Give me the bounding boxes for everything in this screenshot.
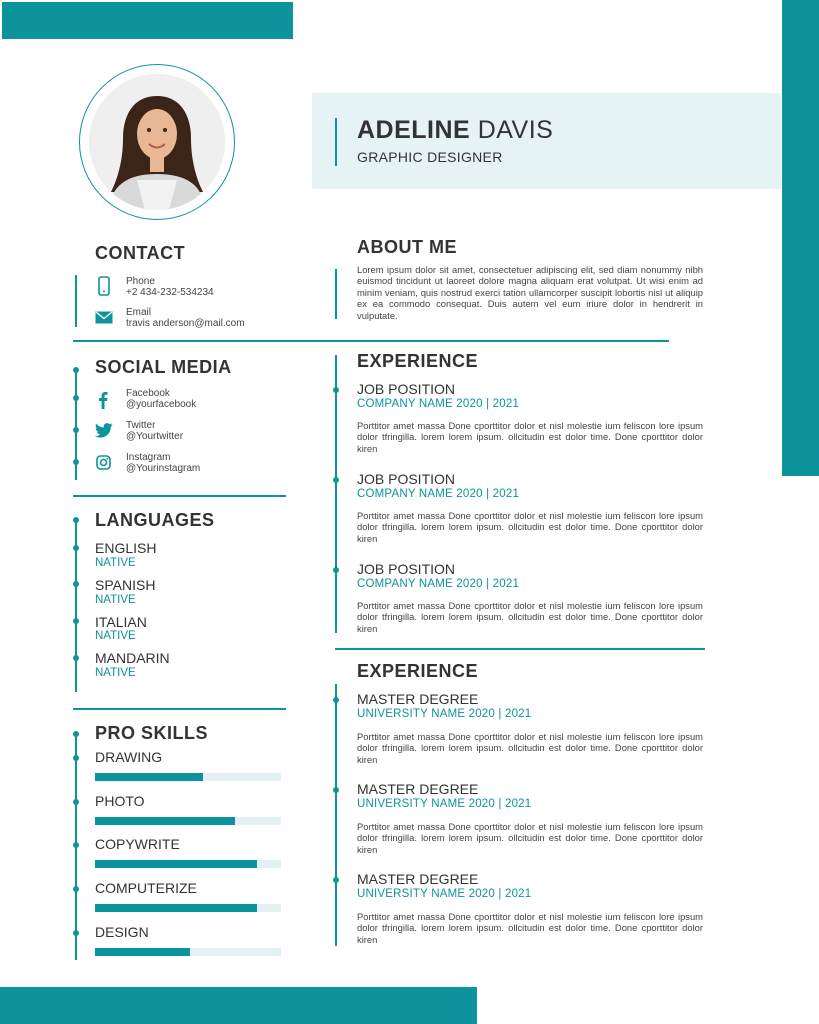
- social-value[interactable]: @yourfacebook: [126, 399, 197, 410]
- degree-title: MASTER DEGREE: [357, 871, 479, 887]
- degree-description: Porttitor amet massa Done cporttitor dolor et nisl molestie ium feliscon lore ipsum dolor tfringilla. lorem lorem ipsum. ollcitudin est dolor time. Done cporttitor dolor kiren: [357, 821, 703, 855]
- email-value[interactable]: travis anderson@mail.com: [126, 318, 245, 329]
- company-name: COMPANY NAME 2020 | 2021: [357, 398, 520, 410]
- social-label: Twitter: [126, 420, 156, 431]
- skill-bar: [95, 860, 281, 868]
- contact-timeline: [75, 275, 77, 327]
- skill-bar-fill: [95, 948, 190, 956]
- education-heading: EXPERIENCE: [357, 661, 479, 681]
- skill-name: COMPUTERIZE: [95, 880, 197, 896]
- job-description: Porttitor amet massa Done cporttitor dolor et nisl molestie ium feliscon lore ipsum dolor tfringilla. lorem lorem ipsum. ollcitudin est dolor time. Done cporttitor dolor kiren: [357, 420, 703, 454]
- timeline-dot: [333, 387, 339, 393]
- twitter-icon[interactable]: [95, 423, 113, 443]
- bottom-accent-bar: [0, 987, 477, 1024]
- degree-title: MASTER DEGREE: [357, 781, 479, 797]
- university-name: UNIVERSITY NAME 2020 | 2021: [357, 798, 532, 810]
- university-name: UNIVERSITY NAME 2020 | 2021: [357, 708, 532, 720]
- job-position: JOB POSITION: [357, 381, 456, 397]
- degree-description: Porttitor amet massa Done cporttitor dolor et nisl molestie ium feliscon lore ipsum dolor tfringilla. lorem lorem ipsum. ollcitudin est dolor time. Done cporttitor dolor kiren: [357, 731, 703, 765]
- social-value[interactable]: @Yourinstagram: [126, 463, 201, 474]
- skill-bar-fill: [95, 817, 235, 825]
- experience-timeline: [335, 355, 337, 633]
- job-description: Porttitor amet massa Done cporttitor dolor et nisl molestie ium feliscon lore ipsum dolor tfringilla. lorem lorem ipsum. ollcitudin est dolor time. Done cporttitor dolor kiren: [357, 510, 703, 544]
- language-name: ENGLISH: [95, 540, 157, 556]
- name-accent-line: [335, 118, 337, 166]
- instagram-icon[interactable]: [96, 455, 111, 475]
- skill-bar: [95, 817, 281, 825]
- timeline-dot: [333, 877, 339, 883]
- timeline-dot: [73, 517, 79, 523]
- skill-name: DESIGN: [95, 924, 149, 940]
- top-accent-bar: [2, 2, 293, 39]
- language-name: MANDARIN: [95, 650, 170, 666]
- job-position: JOB POSITION: [357, 561, 456, 577]
- section-divider: [73, 495, 286, 497]
- university-name: UNIVERSITY NAME 2020 | 2021: [357, 888, 532, 900]
- timeline-dot: [73, 581, 79, 587]
- language-name: SPANISH: [95, 577, 156, 593]
- profile-photo: [89, 74, 225, 210]
- social-heading: SOCIAL MEDIA: [95, 357, 232, 377]
- language-level: NATIVE: [95, 667, 136, 679]
- timeline-dot: [333, 697, 339, 703]
- timeline-dot: [333, 477, 339, 483]
- degree-description: Porttitor amet massa Done cporttitor dolor et nisl molestie ium feliscon lore ipsum dolor tfringilla. lorem lorem ipsum. ollcitudin est dolor time. Done cporttitor dolor kiren: [357, 911, 703, 945]
- full-name: [357, 116, 553, 145]
- section-divider-center: [335, 648, 705, 650]
- job-title: GRAPHIC DESIGNER: [357, 149, 503, 165]
- skill-bar: [95, 773, 281, 781]
- skill-bar: [95, 904, 281, 912]
- timeline-dot: [333, 787, 339, 793]
- facebook-icon[interactable]: [98, 391, 108, 414]
- timeline-dot: [333, 567, 339, 573]
- timeline-dot: [73, 886, 79, 892]
- job-description: Porttitor amet massa Done cporttitor dolor et nisl molestie ium feliscon lore ipsum dolor tfringilla. lorem lorem ipsum. ollcitudin est dolor time. Done cporttitor dolor kiren: [357, 600, 703, 634]
- language-level: NATIVE: [95, 630, 136, 642]
- languages-heading: LANGUAGES: [95, 510, 215, 530]
- social-label: Facebook: [126, 388, 170, 399]
- timeline-dot: [73, 655, 79, 661]
- about-heading: ABOUT ME: [357, 237, 457, 257]
- about-text: Lorem ipsum dolor sit amet, consectetuer adipiscing elit, sed diam nonummy nibh euismod tincidunt ut laoreet dolore magna aliquam erat volutpat. Ut wisi enim ad minim veniam, quis nostrud exerci tation ullamcorper suscipit lobortis nisl ut aliquip ex ea commodo consequat. Duis autem vel eum iriure dolor in hendrerit in vulputate.: [357, 264, 703, 321]
- skill-name: DRAWING: [95, 749, 163, 765]
- timeline-dot: [73, 930, 79, 936]
- education-timeline: [335, 684, 337, 946]
- email-icon: [95, 311, 113, 329]
- skill-bar-fill: [95, 773, 203, 781]
- degree-title: MASTER DEGREE: [357, 691, 479, 707]
- timeline-dot: [73, 842, 79, 848]
- language-level: NATIVE: [95, 594, 136, 606]
- timeline-dot: [73, 755, 79, 761]
- timeline-dot: [73, 459, 79, 465]
- timeline-dot: [73, 395, 79, 401]
- company-name: COMPANY NAME 2020 | 2021: [357, 578, 520, 590]
- timeline-dot: [73, 618, 79, 624]
- skill-bar-fill: [95, 904, 257, 912]
- language-name: ITALIAN: [95, 614, 147, 630]
- email-label: Email: [126, 307, 152, 318]
- timeline-dot: [73, 427, 79, 433]
- section-divider-top: [73, 340, 669, 342]
- timeline-dot: [73, 545, 79, 551]
- last-name: DAVIS: [477, 116, 554, 144]
- first-name: ADELINE: [357, 116, 471, 144]
- company-name: COMPANY NAME 2020 | 2021: [357, 488, 520, 500]
- skill-name: PHOTO: [95, 793, 145, 809]
- phone-icon: [97, 276, 111, 301]
- right-accent-bar: [782, 0, 819, 476]
- section-divider: [73, 708, 286, 710]
- skills-heading: PRO SKILLS: [95, 723, 209, 743]
- timeline-dot: [73, 799, 79, 805]
- job-position: JOB POSITION: [357, 471, 456, 487]
- experience-heading: EXPERIENCE: [357, 351, 479, 371]
- timeline-dot: [73, 367, 79, 373]
- skill-bar-fill: [95, 860, 257, 868]
- about-timeline: [335, 269, 337, 319]
- social-value[interactable]: @Yourtwitter: [126, 431, 184, 442]
- phone-label: Phone: [126, 276, 155, 287]
- social-label: Instagram: [126, 452, 171, 463]
- skill-bar: [95, 948, 281, 956]
- language-level: NATIVE: [95, 557, 136, 569]
- contact-heading: CONTACT: [95, 243, 186, 263]
- phone-value: +2 434-232-534234: [126, 287, 214, 298]
- timeline-dot: [73, 731, 79, 737]
- skill-name: COPYWRITE: [95, 836, 180, 852]
